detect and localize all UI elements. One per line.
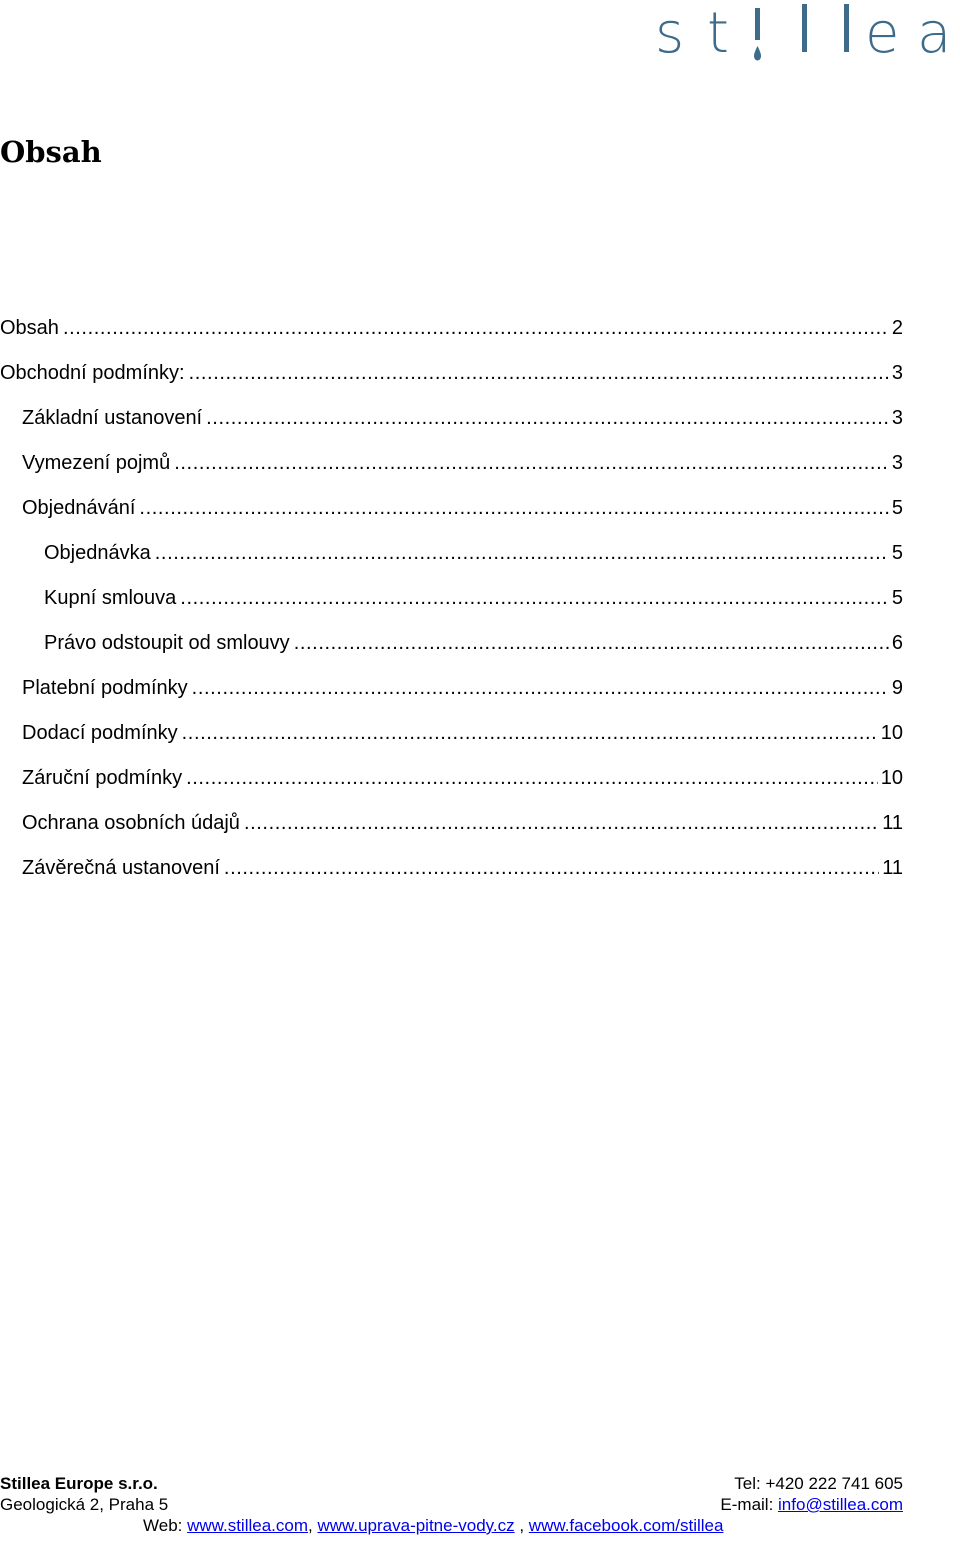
logo-exclamation-bar bbox=[755, 8, 760, 40]
toc-entry[interactable] bbox=[0, 854, 903, 899]
toc-entry[interactable] bbox=[0, 359, 903, 404]
footer-web-separator: , bbox=[308, 1516, 318, 1535]
toc-dot-leader bbox=[182, 719, 878, 747]
toc-entry-page-number: 10 bbox=[880, 767, 903, 789]
toc-entry-page-number: 9 bbox=[891, 677, 903, 699]
footer-row-3 bbox=[0, 1515, 903, 1536]
toc-entry-page-number: 5 bbox=[891, 542, 903, 564]
toc-entry-title: Kupní smlouva bbox=[44, 587, 177, 609]
footer-company: Stillea Europe s.r.o. bbox=[0, 1474, 158, 1493]
toc-entry-title: Právo odstoupit od smlouvy bbox=[44, 632, 290, 654]
logo-letter-t: t bbox=[707, 1, 729, 66]
toc-entry-page-number: 11 bbox=[882, 812, 903, 834]
toc-entry[interactable] bbox=[0, 809, 903, 854]
page-footer bbox=[0, 1473, 903, 1536]
toc-entry-page-number: 3 bbox=[891, 362, 903, 384]
footer-email bbox=[720, 1494, 903, 1515]
toc-entry-title: Závěrečná ustanovení bbox=[22, 857, 220, 879]
footer-row-1 bbox=[0, 1473, 903, 1494]
toc-entry-title: Ochrana osobních údajů bbox=[22, 812, 240, 834]
toc-entry-title: Obsah bbox=[0, 317, 59, 339]
toc-dot-leader bbox=[294, 629, 889, 657]
web-link-facebook[interactable]: www.facebook.com/stillea bbox=[528, 1516, 724, 1535]
toc-entry[interactable] bbox=[0, 494, 903, 539]
toc-dot-leader bbox=[63, 314, 889, 342]
toc-entry-page-number: 5 bbox=[891, 587, 903, 609]
toc-entry[interactable] bbox=[0, 584, 903, 629]
logo-letter-l2 bbox=[844, 4, 849, 52]
stillea-logo bbox=[655, 0, 955, 66]
toc-entry[interactable] bbox=[0, 539, 903, 584]
toc-entry[interactable] bbox=[0, 404, 903, 449]
toc-dot-leader bbox=[189, 359, 889, 387]
footer-web-label: Web: bbox=[143, 1516, 188, 1535]
toc-entry-title: Dodací podmínky bbox=[22, 722, 178, 744]
toc-entry-title: Záruční podmínky bbox=[22, 767, 183, 789]
footer-email-label: E-mail: bbox=[720, 1495, 779, 1514]
footer-phone: Tel: +420 222 741 605 bbox=[734, 1474, 903, 1493]
toc-entry-page-number: 3 bbox=[891, 407, 903, 429]
logo-letter-e: e bbox=[865, 1, 900, 66]
toc-entry-title: Objednávání bbox=[22, 497, 136, 519]
toc-dot-leader bbox=[192, 674, 889, 702]
toc-entry-title: Vymezení pojmů bbox=[22, 452, 171, 474]
toc-entry-page-number: 3 bbox=[891, 452, 903, 474]
logo-letter-l1 bbox=[802, 4, 807, 52]
toc-entry[interactable] bbox=[0, 674, 903, 719]
email-link[interactable]: info@stillea.com bbox=[778, 1495, 903, 1514]
toc-dot-leader bbox=[174, 449, 889, 477]
toc-entry[interactable] bbox=[0, 629, 903, 674]
toc-dot-leader bbox=[180, 584, 889, 612]
logo-letter-s: s bbox=[655, 1, 685, 66]
page-title: Obsah bbox=[0, 135, 102, 169]
web-link-uprava-pitne-vody[interactable]: www.uprava-pitne-vody.cz bbox=[317, 1516, 515, 1535]
footer-web-separator: , bbox=[514, 1516, 529, 1535]
toc-entry-page-number: 11 bbox=[882, 857, 903, 879]
toc-entry-title: Platební podmínky bbox=[22, 677, 188, 699]
toc-entry-page-number: 5 bbox=[891, 497, 903, 519]
toc-entry-title: Obchodní podmínky: bbox=[0, 362, 185, 384]
toc-dot-leader bbox=[139, 494, 888, 522]
toc-dot-leader bbox=[155, 539, 889, 567]
toc-entry-title: Základní ustanovení bbox=[22, 407, 203, 429]
web-link-stillea[interactable]: www.stillea.com bbox=[187, 1516, 309, 1535]
toc-entry-page-number: 10 bbox=[880, 722, 903, 744]
toc-entry[interactable] bbox=[0, 314, 903, 359]
toc-dot-leader bbox=[206, 404, 889, 432]
toc-dot-leader bbox=[224, 854, 879, 882]
table-of-contents bbox=[0, 314, 903, 899]
toc-entry-page-number: 2 bbox=[891, 317, 903, 339]
water-drop-icon bbox=[754, 46, 761, 61]
toc-entry-page-number: 6 bbox=[891, 632, 903, 654]
toc-entry[interactable] bbox=[0, 764, 903, 809]
footer-address: Geologická 2, Praha 5 bbox=[0, 1495, 169, 1514]
toc-dot-leader bbox=[244, 809, 879, 837]
toc-entry[interactable] bbox=[0, 449, 903, 494]
footer-row-2 bbox=[0, 1494, 903, 1515]
logo-letter-a: a bbox=[917, 1, 952, 66]
toc-entry[interactable] bbox=[0, 719, 903, 764]
toc-dot-leader bbox=[186, 764, 878, 792]
toc-entry-title: Objednávka bbox=[44, 542, 151, 564]
footer-web bbox=[143, 1515, 723, 1536]
